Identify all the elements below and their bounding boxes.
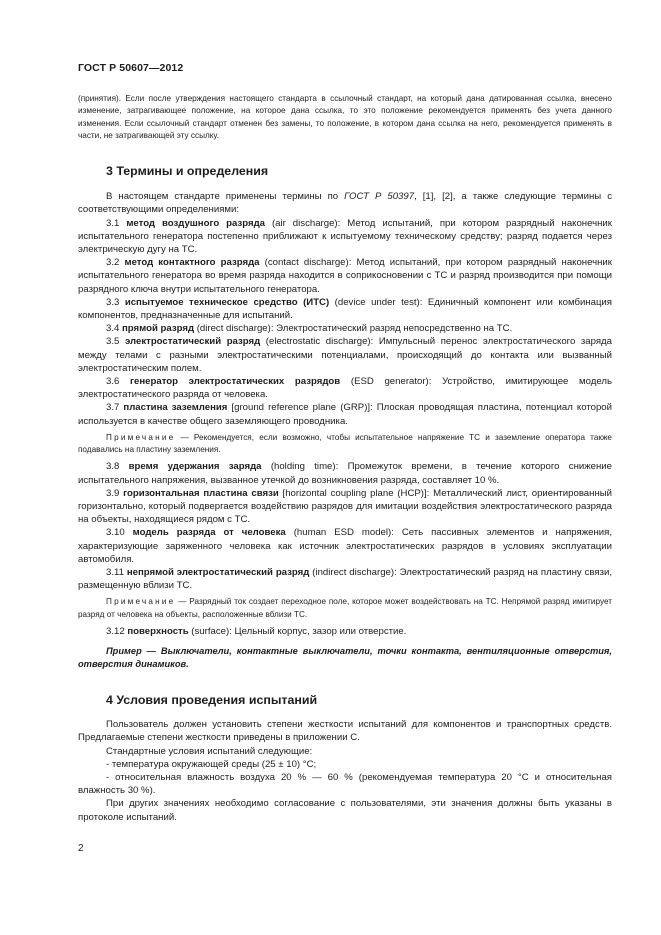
term-name: электростатический разряд [124, 336, 261, 348]
term-3-7: 3.7 пластина заземления [ground reference plane (GRP)]: Плоская проводящая пластина, потенциал которой используется в качестве общего заземляющего проводника. [78, 402, 612, 427]
note-label: Примечание [106, 597, 176, 607]
term-3-12: 3.12 поверхность (surface): Цельный корпус, зазор или отверстие. [106, 626, 407, 638]
section-4-paragraph-5: При других значениях необходимо согласование с пользователями, эти значения должны быть указаны в протоколе испытаний. [78, 798, 612, 823]
term-3-3: 3.3 испытуемое техническое средство (ИТС) (device under test): Единичный компонент или комбинация компонентов, предназначенные для испытаний. [78, 296, 612, 322]
note-1: Примечание — Рекомендуется, если возможно, чтобы испытательное напряжение ТС и заземление оператора также подавались на пластину заземления. [78, 432, 612, 455]
section-4-paragraph-2: Стандартные условия испытаний следующие: [106, 745, 313, 757]
document-id: ГОСТ Р 50607—2012 [78, 62, 184, 74]
term-name: поверхность [127, 626, 189, 638]
term-name: метод воздушного разряда [126, 217, 265, 229]
section-4-heading: 4 Условия проведения испытаний [106, 693, 318, 708]
term-name: генератор электростатических разрядов [130, 376, 341, 388]
example-paragraph: Пример — Выключатели, контактные выключатели, точки контакта, вентиляционные отверстия, отверстия динамиков. [78, 646, 612, 670]
term-3-11: 3.11 непрямой электростатический разряд (indirect discharge): Электростатический разряд на пластину связи, размещенную вблизи ТС. [78, 567, 612, 592]
section-3-lead: В настоящем стандарте применены термины по ГОСТ Р 50397, [1], [2], а также следующие термины с соответствующими определениями: [78, 191, 612, 216]
term-3-9: 3.9 горизонтальная пластина связи [horizontal coupling plane (HCP)]: Металлический лист, ориентированный горизонтально, который подвергается воздействию разрядов для имитации воздействия электростатического разряда на объекты, находящиеся рядом с ТС. [78, 487, 612, 526]
section-4-list-item-humidity: - относительная влажность воздуха 20 % — 60 % (рекомендуемая температура 20 °С и относительная влажность 30 %). [78, 772, 612, 797]
term-name: метод контактного разряда [124, 257, 260, 269]
term-name: непрямой электростатический разряд [126, 567, 310, 579]
term-3-4: 3.4 прямой разряд (direct discharge): Электростатический разряд непосредственно на ТС. [106, 323, 513, 335]
term-name: прямой разряд [122, 323, 195, 335]
note-2: Примечание — Разрядный ток создает переходное поле, которое может воздействовать на ТС. Непрямой разряд имитирует разряд от человека на объекты, расположенные вблизи ТС. [78, 597, 612, 619]
intro-paragraph: (принятия). Если после утверждения настоящего стандарта в ссылочный стандарт, на который дана датированная ссылка, внесено изменение, затрагивающее положение, на которое дана ссылка, то это положение рекомендуется применять без учета данного изменения. Если ссылочный стандарт отменен без замены, то положение, в котором дана ссылка на него, рекомендуется применять в части, не затрагивающей эту ссылку. [78, 94, 612, 140]
term-name: модель разряда от человека [132, 527, 286, 539]
term-name: пластина заземления [123, 402, 228, 414]
reference-gost-50397: ГОСТ Р 50397 [344, 191, 415, 203]
document-body [78, 93, 612, 824]
term-3-10: 3.10 модель разряда от человека (human ESD model): Сеть пассивных элементов и напряжения, характеризующие заряженного человека как источник электростатических разрядов в условиях эксплуатации автомобиля. [78, 527, 612, 565]
term-3-1: 3.1 метод воздушного разряда (air discharge): Метод испытаний, при котором разрядный наконечник испытательного генератора постепенно приближают к испытуемому техническому средству; разряд подается через электрическую дугу на ТС. [78, 217, 612, 255]
term-name: испытуемое техническое средство (ИТС) [124, 296, 330, 308]
note-label: Примечание [106, 432, 176, 442]
section-4-paragraph-1: Пользователь должен установить степени жесткости испытаний для компонентов и транспортных средств. Предлагаемые степени жесткости приведены в приложении С. [78, 719, 612, 744]
section-4-list-item-temperature: - температура окружающей среды (25 ± 10) °С; [106, 758, 317, 770]
term-3-6: 3.6 генератор электростатических разрядов (ESD generator): Устройство, имитирующее модель электростатического разряда от человека. [78, 376, 612, 401]
term-3-5: 3.5 электростатический разряд (electrostatic discharge): Импульсный перенос электростатического заряда между телами с разными электростатическими потенциалами, происходящий до контакта или вызванный электростатическим полем. [78, 336, 612, 374]
term-name: горизонтальная пластина связи [123, 487, 279, 499]
term-name: время удержания заряда [128, 461, 262, 473]
page-number: 2 [78, 843, 84, 854]
term-3-8: 3.8 время удержания заряда (holding time): Промежуток времени, в течение которого снижение испытательного напряжения, вызванное утечкой до возникновения разряда, составляет 10 %. [78, 461, 612, 486]
term-3-2: 3.2 метод контактного разряда (contact discharge): Метод испытаний, при котором разрядный наконечник испытательного генератора во время разряда находится в соприкосновении с ТС и разряд производится при помощи разрядного ключа внутри испытательного генератора. [78, 257, 612, 295]
section-3-heading: 3 Термины и определения [106, 164, 269, 179]
